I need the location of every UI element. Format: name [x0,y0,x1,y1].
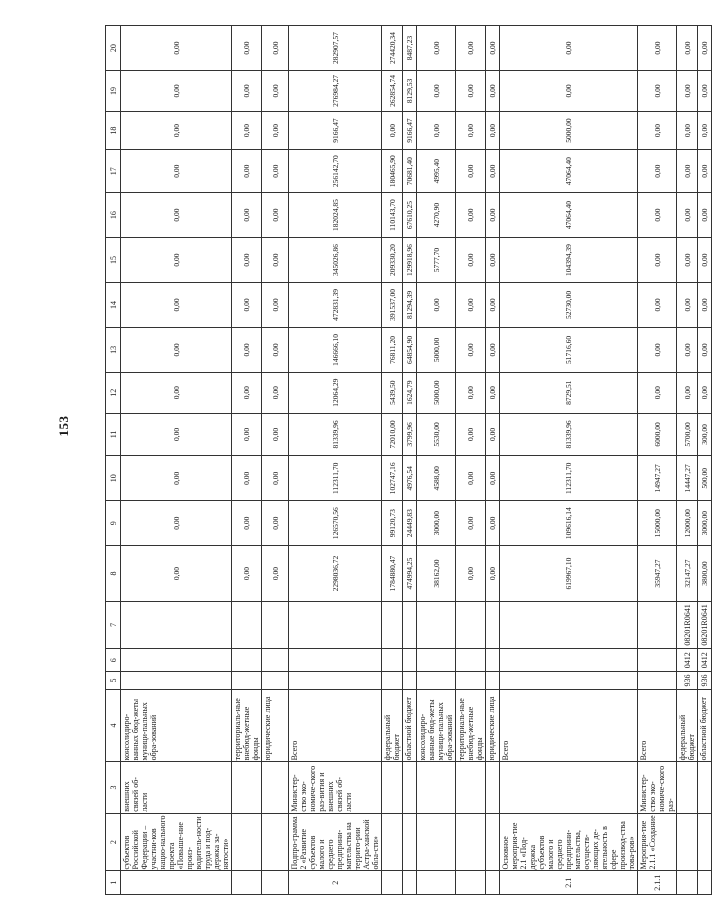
budget-table [105,25,712,895]
table-cell: 0,00 [500,71,638,112]
table-cell: 0,00 [417,283,456,328]
table-cell: 0,00 [262,111,289,150]
table-cell: 0,00 [638,111,677,150]
table-cell: Подпро-грамма 2 «Развитие субъектов малого и среднего предприни-мательства на террито-рии Астра-ханской обла-сти» [289,813,382,871]
table-cell [382,813,403,871]
table-cell: 0,00 [262,150,289,193]
table-cell: 0,00 [638,193,677,238]
table-cell [403,648,417,672]
table-cell: 0,00 [698,111,712,150]
table-cell [500,762,638,813]
table-cell: 0,00 [456,456,486,501]
table-cell: 0,00 [677,193,698,238]
table-cell: консолидиро-ванных бюд-жеты муници-пальных обра-зований [121,689,232,762]
table-cell: 0,00 [232,238,262,283]
table-cell: 0,00 [698,26,712,71]
table-cell: 0,00 [232,372,262,413]
table-cell: консолидиро-ванные бюд-жеты муници-пальных обра-зований [417,689,456,762]
table-cell: 0,00 [232,26,262,71]
table-cell: 0,00 [262,372,289,413]
table-cell [262,871,289,895]
header-cell: 14 [106,283,121,328]
header-cell: 20 [106,26,121,71]
table-cell: 32147,27 [677,546,698,602]
table-cell [262,601,289,648]
table-cell: 14947,27 [638,456,677,501]
table-cell [500,672,638,689]
table-cell: 0,00 [232,501,262,546]
table-row [232,26,262,895]
table-cell: 936 [677,672,698,689]
table-cell: 0,00 [677,150,698,193]
table-cell: 76811,20 [382,327,403,372]
table-cell: 24449,83 [403,501,417,546]
table-cell: 3000,00 [417,501,456,546]
table-cell: 0,00 [677,111,698,150]
table-cell: 5000,00 [417,327,456,372]
table-cell: 0,00 [232,456,262,501]
table-cell: 0,00 [698,283,712,328]
table-cell: 0,00 [262,546,289,602]
table-cell: 0,00 [262,193,289,238]
table-cell: Всего [500,689,638,762]
table-cell: 0,00 [456,413,486,456]
table-cell: 0,00 [698,150,712,193]
header-cell: 1 [106,871,121,895]
header-cell: 6 [106,648,121,672]
table-cell: 276984,27 [289,71,382,112]
table-cell: юридические лица [486,689,500,762]
table-cell: 180465,90 [382,150,403,193]
table-cell: 0,00 [486,26,500,71]
table-cell: 1624,79 [403,372,417,413]
table-cell: 0412 [698,648,712,672]
table-cell: 0,00 [121,26,232,71]
table-cell: 0,00 [638,71,677,112]
table-cell [486,672,500,689]
table-cell: 474994,25 [403,546,417,602]
table-cell: 35947,27 [638,546,677,602]
table-cell [121,601,232,648]
header-cell: 2 [106,813,121,871]
table-row [417,26,456,895]
table-cell [232,648,262,672]
header-cell: 17 [106,150,121,193]
table-cell: 15000,00 [638,501,677,546]
table-cell: 14447,27 [677,456,698,501]
table-cell: 5439,50 [382,372,403,413]
table-cell [289,601,382,648]
header-cell: 4 [106,689,121,762]
table-cell: 209330,20 [382,238,403,283]
table-cell: 0,00 [486,150,500,193]
table-cell: 0,00 [486,456,500,501]
table-cell: 619967,10 [500,546,638,602]
table-cell: Всего [638,689,677,762]
table-cell: 99120,73 [382,501,403,546]
table-cell: 0,00 [262,283,289,328]
table-cell: 0,00 [456,283,486,328]
table-cell [456,648,486,672]
table-cell: 0,00 [638,238,677,283]
table-cell: 3800,00 [698,546,712,602]
table-cell: 0,00 [486,283,500,328]
table-cell: 182024,85 [289,193,382,238]
table-cell: 0,00 [677,238,698,283]
table-cell: 9166,47 [403,111,417,150]
header-cell: 8 [106,546,121,602]
table-cell: 0,00 [121,150,232,193]
table-cell [500,648,638,672]
table-row [638,26,677,895]
page-number: 153 [56,415,71,437]
table-cell [638,601,677,648]
table-cell: 0,00 [677,283,698,328]
header-cell: 5 [106,672,121,689]
table-cell: Министер-ство эко-номиче-ского раз- [638,762,677,813]
table-cell [403,762,417,813]
table-cell: 9166,47 [289,111,382,150]
table-cell: 0,00 [486,238,500,283]
table-cell: 4270,90 [417,193,456,238]
table-cell: 391537,00 [382,283,403,328]
table-cell: 0,00 [456,26,486,71]
header-cell: 12 [106,372,121,413]
table-cell: 5700,00 [677,413,698,456]
table-cell: 0,00 [417,71,456,112]
table-cell: 0,00 [486,413,500,456]
table-cell [486,601,500,648]
table-cell [417,813,456,871]
table-cell [456,672,486,689]
table-cell [232,813,262,871]
table-cell: территориаль-ные внебюд-жетные фонды [456,689,486,762]
table-cell [417,762,456,813]
table-cell: Мероприя-тие 2.1.1 «Создание [638,813,677,871]
table-cell: территориаль-ные внебюд-жетные фонды [232,689,262,762]
table-cell: 0,00 [677,71,698,112]
table-cell: 0,00 [677,372,698,413]
table-cell: 0,00 [232,413,262,456]
table-cell: 38162,00 [417,546,456,602]
table-cell [289,672,382,689]
table-cell [456,813,486,871]
table-cell [262,813,289,871]
table-cell: юридические лица [262,689,289,762]
table-cell: 0,00 [486,372,500,413]
table-cell [382,672,403,689]
table-cell: 256142,70 [289,150,382,193]
table-row [486,26,500,895]
table-cell: 0,00 [698,71,712,112]
table-cell [262,672,289,689]
header-cell: 19 [106,71,121,112]
table-cell [382,871,403,895]
table-cell: 5000,00 [500,111,638,150]
table-cell [289,648,382,672]
table-cell: 0,00 [417,111,456,150]
table-cell [403,672,417,689]
table-cell [121,871,232,895]
table-cell [698,762,712,813]
table-cell [456,601,486,648]
table-cell: 6000,00 [638,413,677,456]
header-cell: 3 [106,762,121,813]
table-cell [677,871,698,895]
table-cell: 109616,14 [500,501,638,546]
table-cell: 81339,96 [500,413,638,456]
table-cell [456,762,486,813]
table-cell: 2298036,72 [289,546,382,602]
table-row [262,26,289,895]
table-cell [456,871,486,895]
table-cell: 0,00 [121,327,232,372]
table-cell: 112311,70 [289,456,382,501]
table-cell: 12064,29 [289,372,382,413]
table-cell: 0,00 [262,456,289,501]
table-cell: 0,00 [638,327,677,372]
table-cell: 0,00 [456,193,486,238]
table-cell: 0,00 [232,546,262,602]
table-cell: 0,00 [456,327,486,372]
table-cell: 110143,70 [382,193,403,238]
table-cell: 0,00 [232,327,262,372]
table-cell: 0,00 [232,111,262,150]
table-cell: 8487,23 [403,26,417,71]
table-cell: 345026,86 [289,238,382,283]
table-cell: 51716,60 [500,327,638,372]
table-cell: 0,00 [456,238,486,283]
header-cell: 11 [106,413,121,456]
table-cell: 282907,57 [289,26,382,71]
table-cell: 0,00 [121,111,232,150]
table-cell [417,672,456,689]
table-cell: 0,00 [456,546,486,602]
table-cell: 0,00 [638,150,677,193]
table-cell: субъектов Российской Федерации – участни-ков нацио-нального проекта «Повыше-ние произ-водитель-ности труда и под-держка за-нятости» [121,813,232,871]
table-cell: 0,00 [382,111,403,150]
table-cell: 2.1.1 [638,871,677,895]
table-cell: 0,00 [262,71,289,112]
table-cell: 0,00 [262,238,289,283]
table-cell: 52730,00 [500,283,638,328]
table-cell [486,813,500,871]
header-cell: 9 [106,501,121,546]
table-cell: 262854,74 [382,71,403,112]
table-cell: 0,00 [486,546,500,602]
table-row [382,26,403,895]
table-cell [486,762,500,813]
table-cell: 0,00 [121,456,232,501]
table-cell: 112311,70 [500,456,638,501]
table-cell: 0,00 [121,283,232,328]
table-cell [486,648,500,672]
table-cell: областной бюджет [403,689,417,762]
table-row [403,26,417,895]
table-cell: 0,00 [486,111,500,150]
rotated-table-container [105,25,709,895]
table-row [677,26,698,895]
table-cell: 472831,39 [289,283,382,328]
table-cell [500,601,638,648]
header-cell: 7 [106,601,121,648]
table-cell: федеральный бюджет [677,689,698,762]
table-cell: 0,00 [698,193,712,238]
table-cell: 0,00 [677,26,698,71]
table-cell: 47064,40 [500,150,638,193]
header-cell: 13 [106,327,121,372]
table-cell: 104394,39 [500,238,638,283]
table-cell [698,871,712,895]
table-cell: 0,00 [232,71,262,112]
table-cell: 2.1 [500,871,638,895]
table-cell: 0,00 [677,327,698,372]
table-cell: внешних связей об-ласти [121,762,232,813]
table-cell: 0,00 [262,26,289,71]
table-cell: 0,00 [121,501,232,546]
table-cell: 0,00 [121,71,232,112]
table-cell: 0,00 [638,283,677,328]
table-cell: 4995,40 [417,150,456,193]
table-row [456,26,486,895]
table-cell: 0,00 [121,372,232,413]
table-cell: 0,00 [698,372,712,413]
header-row [106,26,121,895]
table-cell: 0,00 [638,26,677,71]
table-cell [403,813,417,871]
table-cell: 47064,40 [500,193,638,238]
table-cell [417,648,456,672]
table-cell: 0,00 [121,546,232,602]
table-cell [417,871,456,895]
table-cell [121,672,232,689]
table-cell: 64854,90 [403,327,417,372]
table-cell: 0,00 [232,283,262,328]
table-row [698,26,712,895]
table-cell [232,871,262,895]
table-cell: 12000,00 [677,501,698,546]
header-cell: 15 [106,238,121,283]
table-row [121,26,232,895]
table-cell [677,762,698,813]
table-cell [417,601,456,648]
table-cell [121,648,232,672]
table-cell: 8729,51 [500,372,638,413]
table-cell: 0,00 [486,71,500,112]
table-cell: 0,00 [232,150,262,193]
table-cell [403,871,417,895]
table-cell [232,762,262,813]
table-cell: 0,00 [486,193,500,238]
table-cell: 129918,96 [403,238,417,283]
table-cell: 5000,00 [417,372,456,413]
table-cell: 08201R0641 [677,601,698,648]
table-cell: 0,00 [698,327,712,372]
table-cell [262,762,289,813]
table-cell: 8129,53 [403,71,417,112]
table-cell [638,648,677,672]
table-cell: 0,00 [500,26,638,71]
table-cell: Основное мероприя-тие 2.1 «Под-держка субъектов малого и среднего предприни-мательства, осуществ-ляющих де-ятельность в сфере производ-ства това-ров» [500,813,638,871]
table-cell: 126570,56 [289,501,382,546]
table-cell: Всего [289,689,382,762]
table-cell [232,672,262,689]
table-cell: 0,00 [456,71,486,112]
table-cell: 0,00 [456,111,486,150]
table-cell: 500,00 [698,456,712,501]
table-cell: 0,00 [262,327,289,372]
table-cell [382,648,403,672]
table-cell: 81294,39 [403,283,417,328]
header-cell: 16 [106,193,121,238]
table-cell [262,648,289,672]
table-cell [382,762,403,813]
table-cell: 0,00 [456,501,486,546]
table-cell: федеральный бюджет [382,689,403,762]
table-cell: 08201R0641 [698,601,712,648]
table-cell: 4588,00 [417,456,456,501]
table-cell: 1784880,47 [382,546,403,602]
table-cell [698,813,712,871]
table-cell: 3799,96 [403,413,417,456]
table-cell [232,601,262,648]
table-cell: 0,00 [456,372,486,413]
table-cell: 81339,96 [289,413,382,456]
table-row [500,26,638,895]
table-cell: 0,00 [121,413,232,456]
table-cell: 0,00 [121,238,232,283]
table-cell: 5530,00 [417,413,456,456]
table-cell: 67610,25 [403,193,417,238]
table-cell: 4976,54 [403,456,417,501]
table-cell: 0,00 [456,150,486,193]
table-cell: областной бюджет [698,689,712,762]
table-cell [638,672,677,689]
table-cell: 0,00 [486,501,500,546]
table-cell: 146666,10 [289,327,382,372]
table-cell: 300,00 [698,413,712,456]
table-cell: 0,00 [232,193,262,238]
table-cell [486,871,500,895]
table-cell: 2 [289,871,382,895]
table-cell: 0,00 [698,238,712,283]
header-cell: 18 [106,111,121,150]
table-cell: 0,00 [486,327,500,372]
table-cell: 0,00 [121,193,232,238]
table-cell: 102747,16 [382,456,403,501]
table-cell: 0,00 [638,372,677,413]
table-cell: 5777,70 [417,238,456,283]
table-cell [403,601,417,648]
table-cell: 0,00 [262,413,289,456]
table-cell: 0412 [677,648,698,672]
table-cell: 274420,34 [382,26,403,71]
table-cell [677,813,698,871]
table-row [289,26,382,895]
table-cell: 936 [698,672,712,689]
table-cell: 70681,40 [403,150,417,193]
table-cell: Министер-ство эко-номиче-ского раз-вития и внешних связей об-ласти [289,762,382,813]
table-cell: 72010,00 [382,413,403,456]
table-cell: 0,00 [262,501,289,546]
header-cell: 10 [106,456,121,501]
table-cell: 0,00 [417,26,456,71]
table-cell [382,601,403,648]
table-cell: 3000,00 [698,501,712,546]
